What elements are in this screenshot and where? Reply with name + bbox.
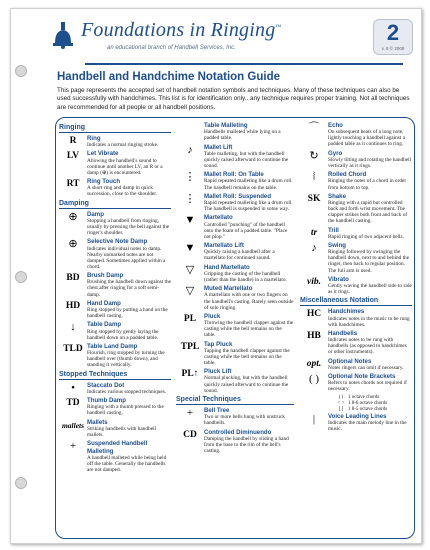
guide-page [10,8,422,544]
notation-entry-damp [59,211,171,236]
notation-symbol: ↓ [70,321,76,334]
bracket-description: 1 8-5 octave chords [348,406,388,412]
notation-description: Indicates individual notes to damp. Nearby unmarked notes are not damped. Sometimes applied within a chord. [87,245,166,270]
page-title: Handbell and Handchime Notation Guide [57,71,280,83]
notation-entry-pluck [176,313,294,338]
notation-name: Controlled Diminuendo [204,428,272,436]
notation-symbol: R [69,136,77,146]
section-heading-miscellaneous-notation: Miscellaneous Notation [300,297,412,306]
notation-name: Trill [328,226,339,234]
notation-symbol: ↻ [309,149,319,162]
notation-symbol: ⋮ [184,192,196,205]
notation-entry-ring-touch [59,178,171,197]
bracket-symbol: < > [337,400,345,406]
notation-symbol: ( ) [308,373,320,386]
section-heading-stopped-techniques: Stopped Techniques [59,371,171,380]
notation-entry-hand-martellato [176,264,294,283]
notation-name: Ring [87,135,101,142]
brand-name: Foundations in Ringing™ [81,19,282,41]
notation-entry-martellato [176,214,294,239]
notation-symbol: tr [310,227,318,238]
notation-symbol: ♪ [187,143,193,156]
column-1 [59,122,171,475]
notation-name: Martellato Lift [204,242,244,250]
notation-symbol: ♪ [311,242,317,255]
notation-symbol: + [186,406,194,419]
notation-name: Optional Notes [328,357,372,365]
notation-symbol: opt. [306,358,322,369]
notation-name: Mallets [87,418,108,426]
notation-name: Bell Tree [204,406,230,414]
notation-name: Selective Note Damp [87,238,148,246]
notation-symbol: RT [66,179,80,190]
notation-name: Shake [328,192,346,200]
notation-description: Ringing with a thumb pressed to the handbell casting. [87,404,164,417]
page-number: 2 [386,20,400,45]
notation-symbol: SK [307,193,321,204]
notation-name: Pluck [204,312,221,320]
bracket-symbol: ( ) [338,394,344,400]
notation-entry-handchimes [300,308,412,327]
notation-description: Gripping the casting of the handbell (rather than the handle) in a martellato. [204,270,287,283]
notation-description: Rapid ringing of two adjacent bells. [328,233,404,240]
notation-name: Mallet Lift [204,143,233,151]
notation-entry-optional-notes [300,358,412,371]
notation-name: Voice Leading Lines [328,412,387,420]
notation-entry-pluck-lift [176,368,294,393]
binder-hole [15,271,27,283]
notation-name: Muted Martellato [204,285,253,293]
notation-description: Rapid repeated malleting like a drum roll. The handbell remains on the table. [204,178,293,191]
notation-symbol: TD [66,398,80,409]
notation-symbol: BD [66,273,80,284]
notation-name: Let Vibrate [87,150,119,158]
notation-symbol: LV [66,151,80,162]
notation-name: Swing [328,242,346,250]
notation-entry-staccato-dot [59,382,171,395]
notation-symbol: HB [307,331,321,341]
notation-symbol: HD [65,300,81,311]
notation-symbol [176,122,204,123]
notation-symbol: CD [183,429,197,440]
notation-entry-brush-damp [59,272,171,297]
notation-symbol: ▽ [185,263,195,276]
notation-entry-voice-leading-lines [300,413,412,432]
notation-name: Handbells [328,330,358,337]
notation-description: Gently waving the handbell side to side as it rings. [328,283,412,296]
column-3 [300,122,412,434]
notation-panel [55,117,415,539]
notation-name: Tap Pluck [204,340,233,348]
bracket-description: 1 8-6 octave chords [348,400,388,406]
header [51,17,411,69]
notation-symbol: ⊕ [68,210,78,223]
notation-description: Stopping a handbell from ringing, usually by pressing the bell against the ringer's shoulder. [87,217,170,237]
notation-description: A martellato with one or two fingers on the handbell's casting. Rarely seen outside of solo ringing. [204,292,294,311]
notation-name: Optional Note Brackets [328,373,396,381]
notation-description: A short ring and damp in quick succession, close to the shoulder. [87,185,158,198]
notation-name: Hand Martellato [204,263,250,271]
notation-symbol: • [71,381,75,394]
notation-description: Tapping the handbell clapper against the casting while the bell remains on the table. [204,347,290,366]
notation-symbol: | [312,412,316,425]
section-heading-special-techniques: Special Techniques [176,396,294,405]
notation-entry-mallet-roll-suspended [176,193,294,212]
notation-name: Hand Damp [87,299,121,307]
notation-name: Ring Touch [87,178,121,186]
notation-description: Allowing the handbell's sound to continue until another LV, an R or a damp (⊕) is encountered. [87,157,163,176]
notation-entry-vibrato [300,276,412,295]
notation-symbol: TLD [63,344,83,354]
notation-entry-echo [300,122,412,147]
notation-description: Controlled "punching" of the handbell onto the foam of a padded table. "Place not plop." [204,221,288,240]
column-2 [176,122,294,456]
notation-symbol: ▽ [185,285,195,298]
notation-description: Indicates various stopped techniques. [87,388,167,395]
notation-entry-mallet-lift [176,144,294,169]
notation-description: Quickly raising a handbell after a martellato for continued sound. [204,249,275,262]
notation-symbol: HC [306,309,322,320]
notation-description: Indicates a normal ringing stroke. [87,142,159,149]
notation-symbol: vib. [307,276,321,287]
notation-description: Two or more bells hung with unstruck handbells. [204,414,285,427]
notation-entry-table-damp [59,321,171,340]
notation-entry-let-vibrate [59,150,171,175]
notation-name: Martellato [204,214,233,222]
section-heading-ringing: Ringing [59,124,171,133]
notation-name: Table Damp [87,321,122,329]
binder-hole [15,65,27,77]
section-heading-damping: Damping [59,200,171,209]
notation-entry-controlled-diminuendo [176,429,294,454]
notation-description: Damping the handbell by sliding a hand from the base to the rim of the bell's casting. [204,435,289,454]
notation-description: Table malleting, but with the handbell quickly raised afterward to continue the sound. [204,150,289,169]
notation-entry-mallet-roll-on-table [176,171,294,190]
notation-name: Vibrato [328,275,349,283]
bracket-description: 1 octave chords [348,394,380,400]
notation-description: Throwing the handbell clapper against the casting while the bell remains on the table. [204,320,294,339]
notation-name: Table Malleting [204,122,248,129]
notation-entry-rolled-chord [300,171,412,190]
notation-description: Ring stopped by putting a hand on the handbell casting. [87,307,168,320]
notation-entry-bell-tree [176,407,294,426]
notation-entry-optional-note-brackets [300,373,412,392]
notation-entry-mallets [59,419,171,438]
notation-entry-table-land-damp [59,343,171,368]
notation-description: Brushing the handbell down against the chest after ringing for a soft semi-damp. [87,279,172,298]
notation-description: Ringing the notes of a chord in order from bottom to top. [328,178,407,191]
notation-name: Brush Damp [87,272,124,280]
version-label: v. 8 © 2008 [381,46,405,51]
notation-name: Pluck Lift [204,368,232,376]
notation-symbol: mallets [61,420,85,430]
notation-entry-tap-pluck [176,341,294,366]
notation-description: Indicates notes in the music to be rung with handchimes. [328,315,410,328]
notation-entry-handbells [300,330,412,355]
notation-entry-martellato-lift [176,242,294,261]
notation-entry-trill [300,227,412,240]
notation-name: Handchimes [328,308,365,316]
notation-name: Suspended Handbell Malleting [87,440,148,455]
notation-name: Damp [87,210,104,218]
notation-description: Flourish, ring stopped by turning the handbell over (thumb down), and standing it vertically. [87,350,165,369]
notation-symbol: ⊕ [68,238,78,251]
notation-symbol: ▼ [184,242,196,255]
notation-description: Ringing followed by swinging the handbell down, next to and behind the ringer, then back to regular position. The full arm is used. [328,249,410,274]
notation-entry-ring [59,135,171,148]
bracket-symbol: [ ] [338,406,344,412]
binder-hole [15,477,27,489]
notation-name: Thumb Damp [87,397,126,405]
notation-description: Indicates notes to be rung with handbells (as opposed to handchimes or other instruments). [328,337,407,356]
notation-entry-suspended-handbell-malleting [59,440,171,473]
notation-symbol: + [69,440,77,453]
notation-entry-thumb-damp [59,397,171,416]
notation-name: Mallet Roll: On Table [204,171,264,179]
notation-description: Striking handbells with handbell mallets. [87,425,156,439]
notation-entry-shake [300,193,412,225]
notation-symbol: PL [183,313,197,324]
notation-entry-muted-martellato [176,285,294,310]
intro-text: This page represents the accepted set of handbell notation symbols and techniques. Many of these techniques can also be used successfully with handchimes. This list is for identification only.. any technique requires proper training. Not all techniques are recommended for all people or all handbell positions. [57,87,410,111]
notation-entry-gyro [300,150,412,169]
octave-bracket-table [334,395,412,413]
notation-symbol: ⋮ [184,171,196,184]
notation-description: Ring stopped by gently laying the handbell down on a padded table. [87,328,159,341]
notation-description: Slowly tilting and rotating the handbell vertically as it rings. [328,156,412,169]
notation-symbol: ▼ [184,214,196,227]
brand-tagline: an educational branch of Handbell Services, Inc. [107,45,236,51]
notation-description: Notes ringers can omit if necessary. [328,364,404,371]
notation-description: On subsequent beats of a long note, lightly touching a handbell against a padded table as it continues to ring. [328,129,405,148]
notation-entry-hand-damp [59,300,171,319]
notation-name: Gyro [328,149,343,157]
notation-description: Normal plucking, but with the handbell quickly raised afterward to continue the sound. [204,375,289,394]
notation-description: Indicates the main melody line in the music. [328,419,407,433]
notation-name: Table Land Damp [87,343,138,350]
page-number-badge [373,19,413,55]
header-rule [85,63,403,65]
notation-symbol: TPL [180,341,200,352]
notation-symbol: ⦚ [312,171,316,184]
notation-entry-selective-note-damp [59,238,171,270]
notation-description: Refers to notes chords not required if necessary. [328,380,407,393]
notation-entry-swing [300,242,412,274]
notation-entry-table-malleting [176,122,294,141]
notation-name: Mallet Roll: Suspended [204,192,272,200]
notation-name: Rolled Chord [328,171,367,179]
notation-name: Echo [328,122,343,129]
notation-symbol: PL↑ [181,369,199,380]
notation-description: Rapid repeated malleting like a drum roll. The handbell is suspended in some way. [204,200,293,213]
notation-description: A handbell malleted while being held off the table. Generally the handbells are not damped. [87,454,167,473]
notation-name: Staccato Dot [87,381,125,389]
handbell-logo-icon [51,21,75,49]
notation-description: Ringing with a rapid but controlled back and forth wrist movement. The clapper strikes both front and back of the handbell casting. [328,200,408,225]
notation-symbol: ⌒ [308,122,320,134]
notation-description: Handbells malleted while lying on a padded table. [204,129,281,142]
